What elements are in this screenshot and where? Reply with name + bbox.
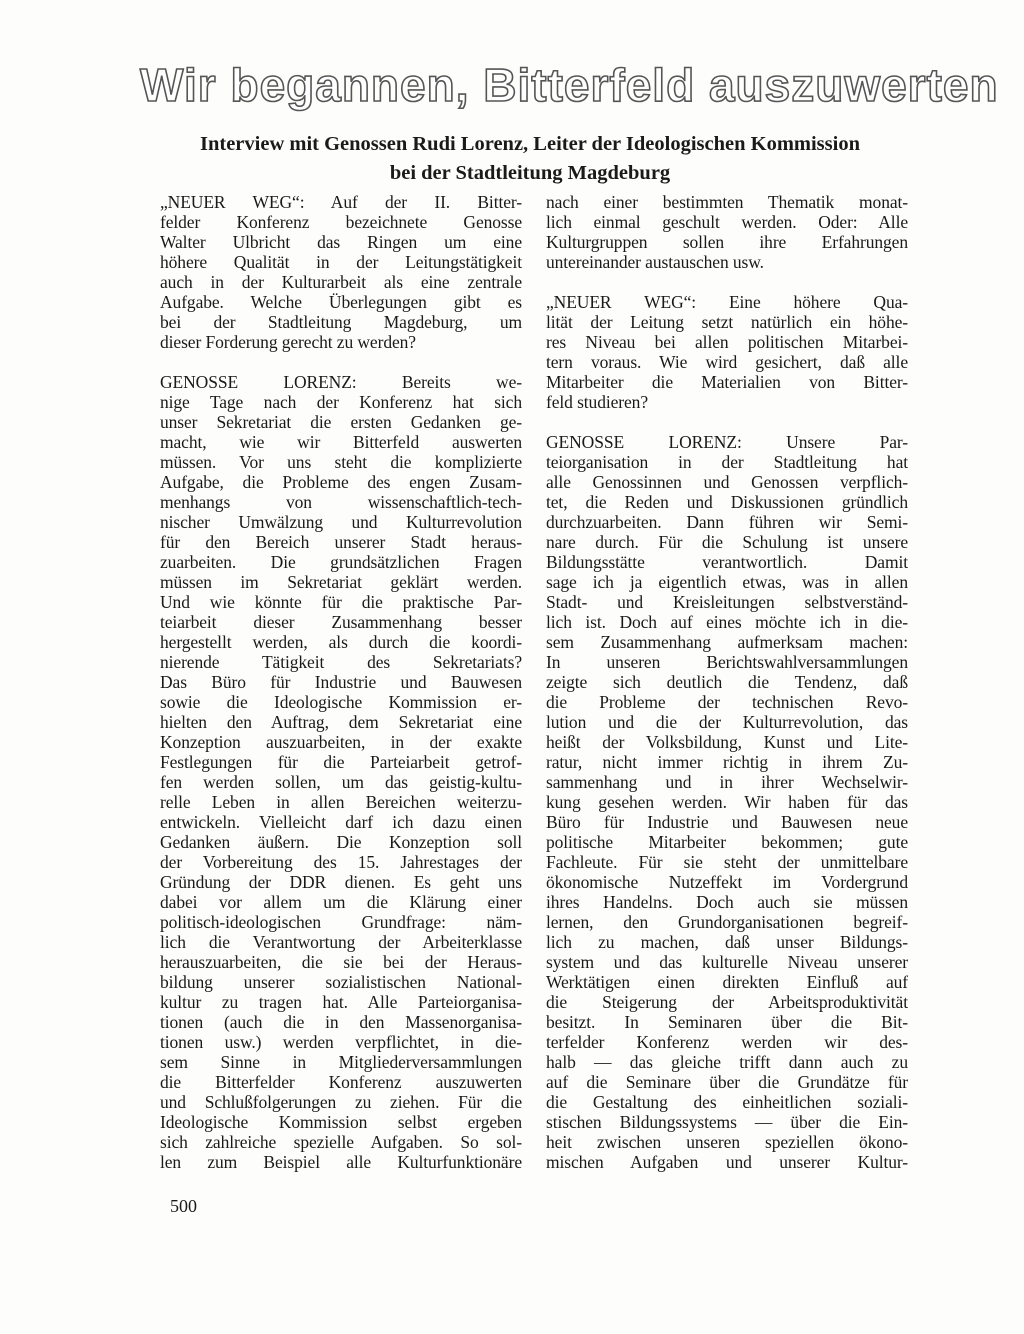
text-line: Gründung der DDR dienen. Es geht uns	[160, 872, 522, 892]
text-line: „NEUER WEG“: Eine höhere Qua-	[546, 292, 908, 312]
text-line: entwickeln. Vielleicht darf ich dazu einen	[160, 812, 522, 832]
text-line: Festlegungen für die Parteiarbeit getrof-	[160, 752, 522, 772]
text-line: Aufgabe. Welche Überlegungen gibt es	[160, 292, 522, 312]
text-line: lich ist. Doch auf eines möchte ich in die-	[546, 612, 908, 632]
text-line: „NEUER WEG“: Auf der II. Bitter-	[160, 192, 522, 212]
text-line: höhere Qualität in der Leitungstätigkeit	[160, 252, 522, 272]
text-line: politische Mitarbeiter bekommen; gute	[546, 832, 908, 852]
text-line: nischer Umwälzung und Kulturrevolution	[160, 512, 522, 532]
subheading-line-2: bei der Stadtleitung Magdeburg	[389, 162, 671, 184]
text-line: hergestellt werden, als durch die koordi-	[160, 632, 522, 652]
text-line: nach einer bestimmten Thematik monat-	[546, 192, 908, 212]
article-subheading	[140, 130, 920, 188]
text-line: felder Konferenz bezeichnete Genosse	[160, 212, 522, 232]
text-line: die Steigerung der Arbeitsproduktivität	[546, 992, 908, 1012]
text-line: alle Genossinnen und Genossen verpflich-	[546, 472, 908, 492]
text-line: stischen Bildungssystems — über die Ein-	[546, 1112, 908, 1132]
text-line: Und wie könnte für die praktische Par-	[160, 592, 522, 612]
text-line: Büro für Industrie und Bauwesen neue	[546, 812, 908, 832]
text-line: heißt der Volksbildung, Kunst und Lite-	[546, 732, 908, 752]
text-line: für den Bereich unserer Stadt heraus-	[160, 532, 522, 552]
text-line: bei der Stadtleitung Magdeburg, um	[160, 312, 522, 332]
text-line: Fachleute. Für sie steht der unmittelbare	[546, 852, 908, 872]
text-line: relle Leben in allen Bereichen weiterzu-	[160, 792, 522, 812]
text-line: Kulturgruppen sollen ihre Erfahrungen	[546, 232, 908, 252]
text-line: sowie die Ideologische Kommission er-	[160, 692, 522, 712]
text-line: die Bitterfelder Konferenz auszuwerten	[160, 1072, 522, 1092]
text-line: nare durch. Für die Schulung ist unsere	[546, 532, 908, 552]
text-line: unser Sekretariat die ersten Gedanken ge-	[160, 412, 522, 432]
text-line: herauszuarbeiten, die sie bei der Heraus-	[160, 952, 522, 972]
text-line: die Gestaltung des einheitlichen soziali-	[546, 1092, 908, 1112]
text-line: Werktätigen einen direkten Einfluß auf	[546, 972, 908, 992]
text-line: tet, die Reden und Diskussionen gründlich	[546, 492, 908, 512]
text-line: besitzt. In Seminaren über die Bit-	[546, 1012, 908, 1032]
text-line: die Probleme der technischen Revo-	[546, 692, 908, 712]
text-line: fen werden sollen, um das geistig-kultu-	[160, 772, 522, 792]
text-line: nige Tage nach der Konferenz hat sich	[160, 392, 522, 412]
text-line: ökonomische Nutzeffekt im Vordergrund	[546, 872, 908, 892]
text-line: GENOSSE LORENZ: Unsere Par-	[546, 432, 908, 452]
text-line: Das Büro für Industrie und Bauwesen	[160, 672, 522, 692]
text-line: teiarbeit dieser Zusammenhang besser	[160, 612, 522, 632]
page-number: 500	[170, 1196, 197, 1216]
text-line: lution und die der Kulturrevolution, das	[546, 712, 908, 732]
text-line: sage ich ja eigentlich etwas, was in allen	[546, 572, 908, 592]
text-line: bildung unserer sozialistischen National-	[160, 972, 522, 992]
paragraph	[546, 292, 908, 412]
text-line: GENOSSE LORENZ: Bereits we-	[160, 372, 522, 392]
text-line: sammenhang und in ihrer Wechselwir-	[546, 772, 908, 792]
text-line: Walter Ulbricht das Ringen um eine	[160, 232, 522, 252]
text-line: heit zwischen unseren speziellen ökono-	[546, 1132, 908, 1152]
text-line: terfelder Konferenz werden wir des-	[546, 1032, 908, 1052]
article-headline: Wir begannen, Bitterfeld auszuwerten	[140, 59, 999, 111]
text-line: tionen usw.) werden verpflichtet, in die-	[160, 1032, 522, 1052]
text-line: menhangs von wissenschaftlich-tech-	[160, 492, 522, 512]
text-line: sem Sinne in Mitgliederversammlungen	[160, 1052, 522, 1072]
text-line: ratur, nicht immer richtig in ihrem Zu-	[546, 752, 908, 772]
text-line: durchzuarbeiten. Dann führen wir Semi-	[546, 512, 908, 532]
text-line: Ideologische Kommission selbst ergeben	[160, 1112, 522, 1132]
text-line: len zum Beispiel alle Kulturfunktionäre	[160, 1152, 522, 1172]
text-line: kung gesehen werden. Wir haben für das	[546, 792, 908, 812]
text-line: Aufgabe, die Probleme des engen Zusam-	[160, 472, 522, 492]
text-line: Gedanken äußern. Die Konzeption soll	[160, 832, 522, 852]
text-line: feld studieren?	[546, 392, 648, 412]
text-line: dabei vor allem um die Klärung einer	[160, 892, 522, 912]
text-line: müssen im Sekretariat geklärt werden.	[160, 572, 522, 592]
text-line: dieser Forderung gerecht zu werden?	[160, 332, 416, 352]
text-line: tern voraus. Wie wird gesichert, daß alle	[546, 352, 908, 372]
text-line: macht, wie wir Bitterfeld auswerten	[160, 432, 522, 452]
right-text-column	[546, 192, 908, 1192]
left-text-column	[160, 192, 522, 1192]
text-line: teiorganisation in der Stadtleitung hat	[546, 452, 908, 472]
text-line: tionen (auch die in den Massenorganisa-	[160, 1012, 522, 1032]
paragraph	[160, 192, 522, 352]
text-line: Bildungsstätte verantwortlich. Damit	[546, 552, 908, 572]
text-line: sich zahlreiche spezielle Aufgaben. So sol-	[160, 1132, 522, 1152]
text-line: ihres Handelns. Doch auch sie müssen	[546, 892, 908, 912]
text-line: müssen. Vor uns steht die komplizierte	[160, 452, 522, 472]
text-line: res Niveau bei allen politischen Mitarbei-	[546, 332, 908, 352]
text-line: kultur zu tragen hat. Alle Parteiorganisa-	[160, 992, 522, 1012]
text-line: sem Zusammenhang aufmerksam machen:	[546, 632, 908, 652]
text-line: lich einmal geschult werden. Oder: Alle	[546, 212, 908, 232]
paragraph	[546, 192, 908, 272]
text-line: lich zu machen, daß unser Bildungs-	[546, 932, 908, 952]
text-line: system und das kulturelle Niveau unserer	[546, 952, 908, 972]
text-line: auch in der Kulturarbeit als eine zentrale	[160, 272, 522, 292]
text-line: lich die Verantwortung der Arbeiterklasse	[160, 932, 522, 952]
subheading-line-1: Interview mit Genossen Rudi Lorenz, Leiter der Ideologischen Kommission	[200, 133, 860, 155]
text-line: auf die Seminare über die Grundätze für	[546, 1072, 908, 1092]
text-line: Stadt- und Kreisleitungen selbstverständ-	[546, 592, 908, 612]
text-line: lernen, den Grundorganisationen begreif-	[546, 912, 908, 932]
paragraph	[546, 432, 908, 1172]
text-line: der Vorbereitung des 15. Jahrestages der	[160, 852, 522, 872]
text-line: In unseren Berichtswahlversammlungen	[546, 652, 908, 672]
text-line: zuarbeiten. Die grundsätzlichen Fragen	[160, 552, 522, 572]
text-line: lität der Leitung setzt natürlich ein höhe-	[546, 312, 908, 332]
text-line: zeigte sich deutlich die Tendenz, daß	[546, 672, 908, 692]
text-line: mischen Aufgaben und unserer Kultur-	[546, 1152, 908, 1172]
text-line: Mitarbeiter die Materialien von Bitter-	[546, 372, 908, 392]
text-line: halb — das gleiche trifft dann auch zu	[546, 1052, 908, 1072]
text-line: und Schlußfolgerungen zu ziehen. Für die	[160, 1092, 522, 1112]
paragraph	[160, 372, 522, 1172]
text-line: hielten den Auftrag, dem Sekretariat eine	[160, 712, 522, 732]
text-line: Konzeption auszuarbeiten, in der exakte	[160, 732, 522, 752]
text-line: untereinander austauschen usw.	[546, 252, 764, 272]
text-line: nierende Tätigkeit des Sekretariats?	[160, 652, 522, 672]
text-line: politisch-ideologischen Grundfrage: näm-	[160, 912, 522, 932]
